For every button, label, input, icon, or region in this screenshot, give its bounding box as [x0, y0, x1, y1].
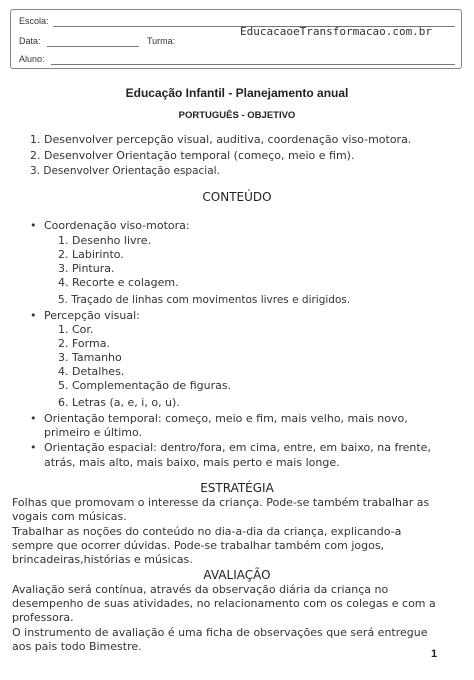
- visual-item-4: 4. Detalhes.: [58, 365, 125, 378]
- objective-2: 2. Desenvolver Orientação temporal (começo, meio e fim).: [30, 149, 355, 162]
- class-label: Turma:: [147, 36, 176, 46]
- visual-item-2: 2. Forma.: [58, 337, 110, 350]
- temporal-line-2: primeiro e último.: [44, 426, 143, 439]
- strategy-heading: ESTRATÉGIA: [200, 481, 274, 495]
- bullet-visual: • Percepção visual:: [30, 309, 140, 322]
- objective-3: 3. Desenvolver Orientação espacial.: [30, 165, 220, 177]
- school-label: Escola:: [19, 16, 49, 26]
- coord-item-3: 3. Pintura.: [58, 262, 115, 275]
- spatial-line-2: atrás, mais alto, mais baixo, mais perto e mais longe.: [44, 456, 340, 469]
- site-name: EducacaoeTransformacao.com.br: [240, 25, 433, 38]
- evaluation-line-1: Avaliação será contínua, através da observação diária da criança no: [12, 583, 389, 596]
- temporal-line-1: Orientação temporal: começo, meio e fim, mais velho, mais novo,: [44, 412, 408, 425]
- strategy-line-5: brincadeiras,histórias e músicas.: [12, 553, 193, 566]
- coord-item-5: 5. Traçado de linhas com movimentos livres e dirigidos.: [58, 294, 351, 306]
- evaluation-heading: AVALIAÇÃO: [203, 568, 271, 582]
- visual-item-6: 6. Letras (a, e, i, o, u).: [58, 396, 180, 409]
- coord-item-4: 4. Recorte e colagem.: [58, 276, 179, 289]
- evaluation-line-3: professora.: [12, 611, 74, 624]
- coord-item-1: 1. Desenho livre.: [58, 234, 152, 247]
- date-field-line[interactable]: [47, 46, 139, 47]
- evaluation-line-4: O instrumento de avaliação é uma ficha de observações que será entregue: [12, 626, 428, 639]
- content-heading: CONTEÚDO: [202, 190, 272, 204]
- strategy-line-3: Trabalhar as noções do conteúdo no dia-a-dia da criança, explicando-a: [12, 525, 402, 538]
- visual-label: Percepção visual:: [44, 309, 140, 322]
- bullet-temporal: • Orientação temporal: começo, meio e fim, mais velho, mais novo,: [30, 412, 408, 425]
- visual-item-1: 1. Cor.: [58, 323, 94, 336]
- page-number: 1: [431, 648, 438, 660]
- bullet-coordination: • Coordenação viso-motora:: [30, 219, 190, 232]
- evaluation-line-2: desempenho de suas atividades, no relacionamento com os colegas e com a: [12, 597, 436, 610]
- objective-1: 1. Desenvolver percepção visual, auditiva, coordenação viso-motora.: [30, 133, 412, 146]
- student-info-box: [10, 9, 462, 69]
- coordination-label: Coordenação viso-motora:: [44, 219, 190, 232]
- coord-item-2: 2. Labirinto.: [58, 248, 124, 261]
- visual-item-3: 3. Tamanho: [58, 351, 122, 364]
- spatial-line-1: Orientação espacial: dentro/fora, em cima, entre, em baixo, na frente,: [44, 441, 431, 454]
- strategy-line-1: Folhas que promovam o interesse da criança. Pode-se também trabalhar as: [12, 496, 430, 509]
- student-field-line[interactable]: [51, 64, 455, 65]
- evaluation-line-5: aos pais todo Bimestre.: [12, 640, 142, 653]
- strategy-line-4: sempre que ocorrer dúvidas. Pode-se trabalhar também com jogos,: [12, 539, 385, 552]
- page-title: Educação Infantil - Planejamento anual: [125, 86, 349, 100]
- strategy-line-2: vogais com músicas.: [12, 510, 127, 523]
- date-label: Data:: [19, 36, 41, 46]
- bullet-spatial: • Orientação espacial: dentro/fora, em cima, entre, em baixo, na frente,: [30, 441, 431, 454]
- visual-item-5: 5. Complementação de figuras.: [58, 379, 232, 392]
- page-subtitle: PORTUGUÊS - OBJETIVO: [178, 110, 296, 121]
- student-label: Aluno:: [19, 54, 45, 64]
